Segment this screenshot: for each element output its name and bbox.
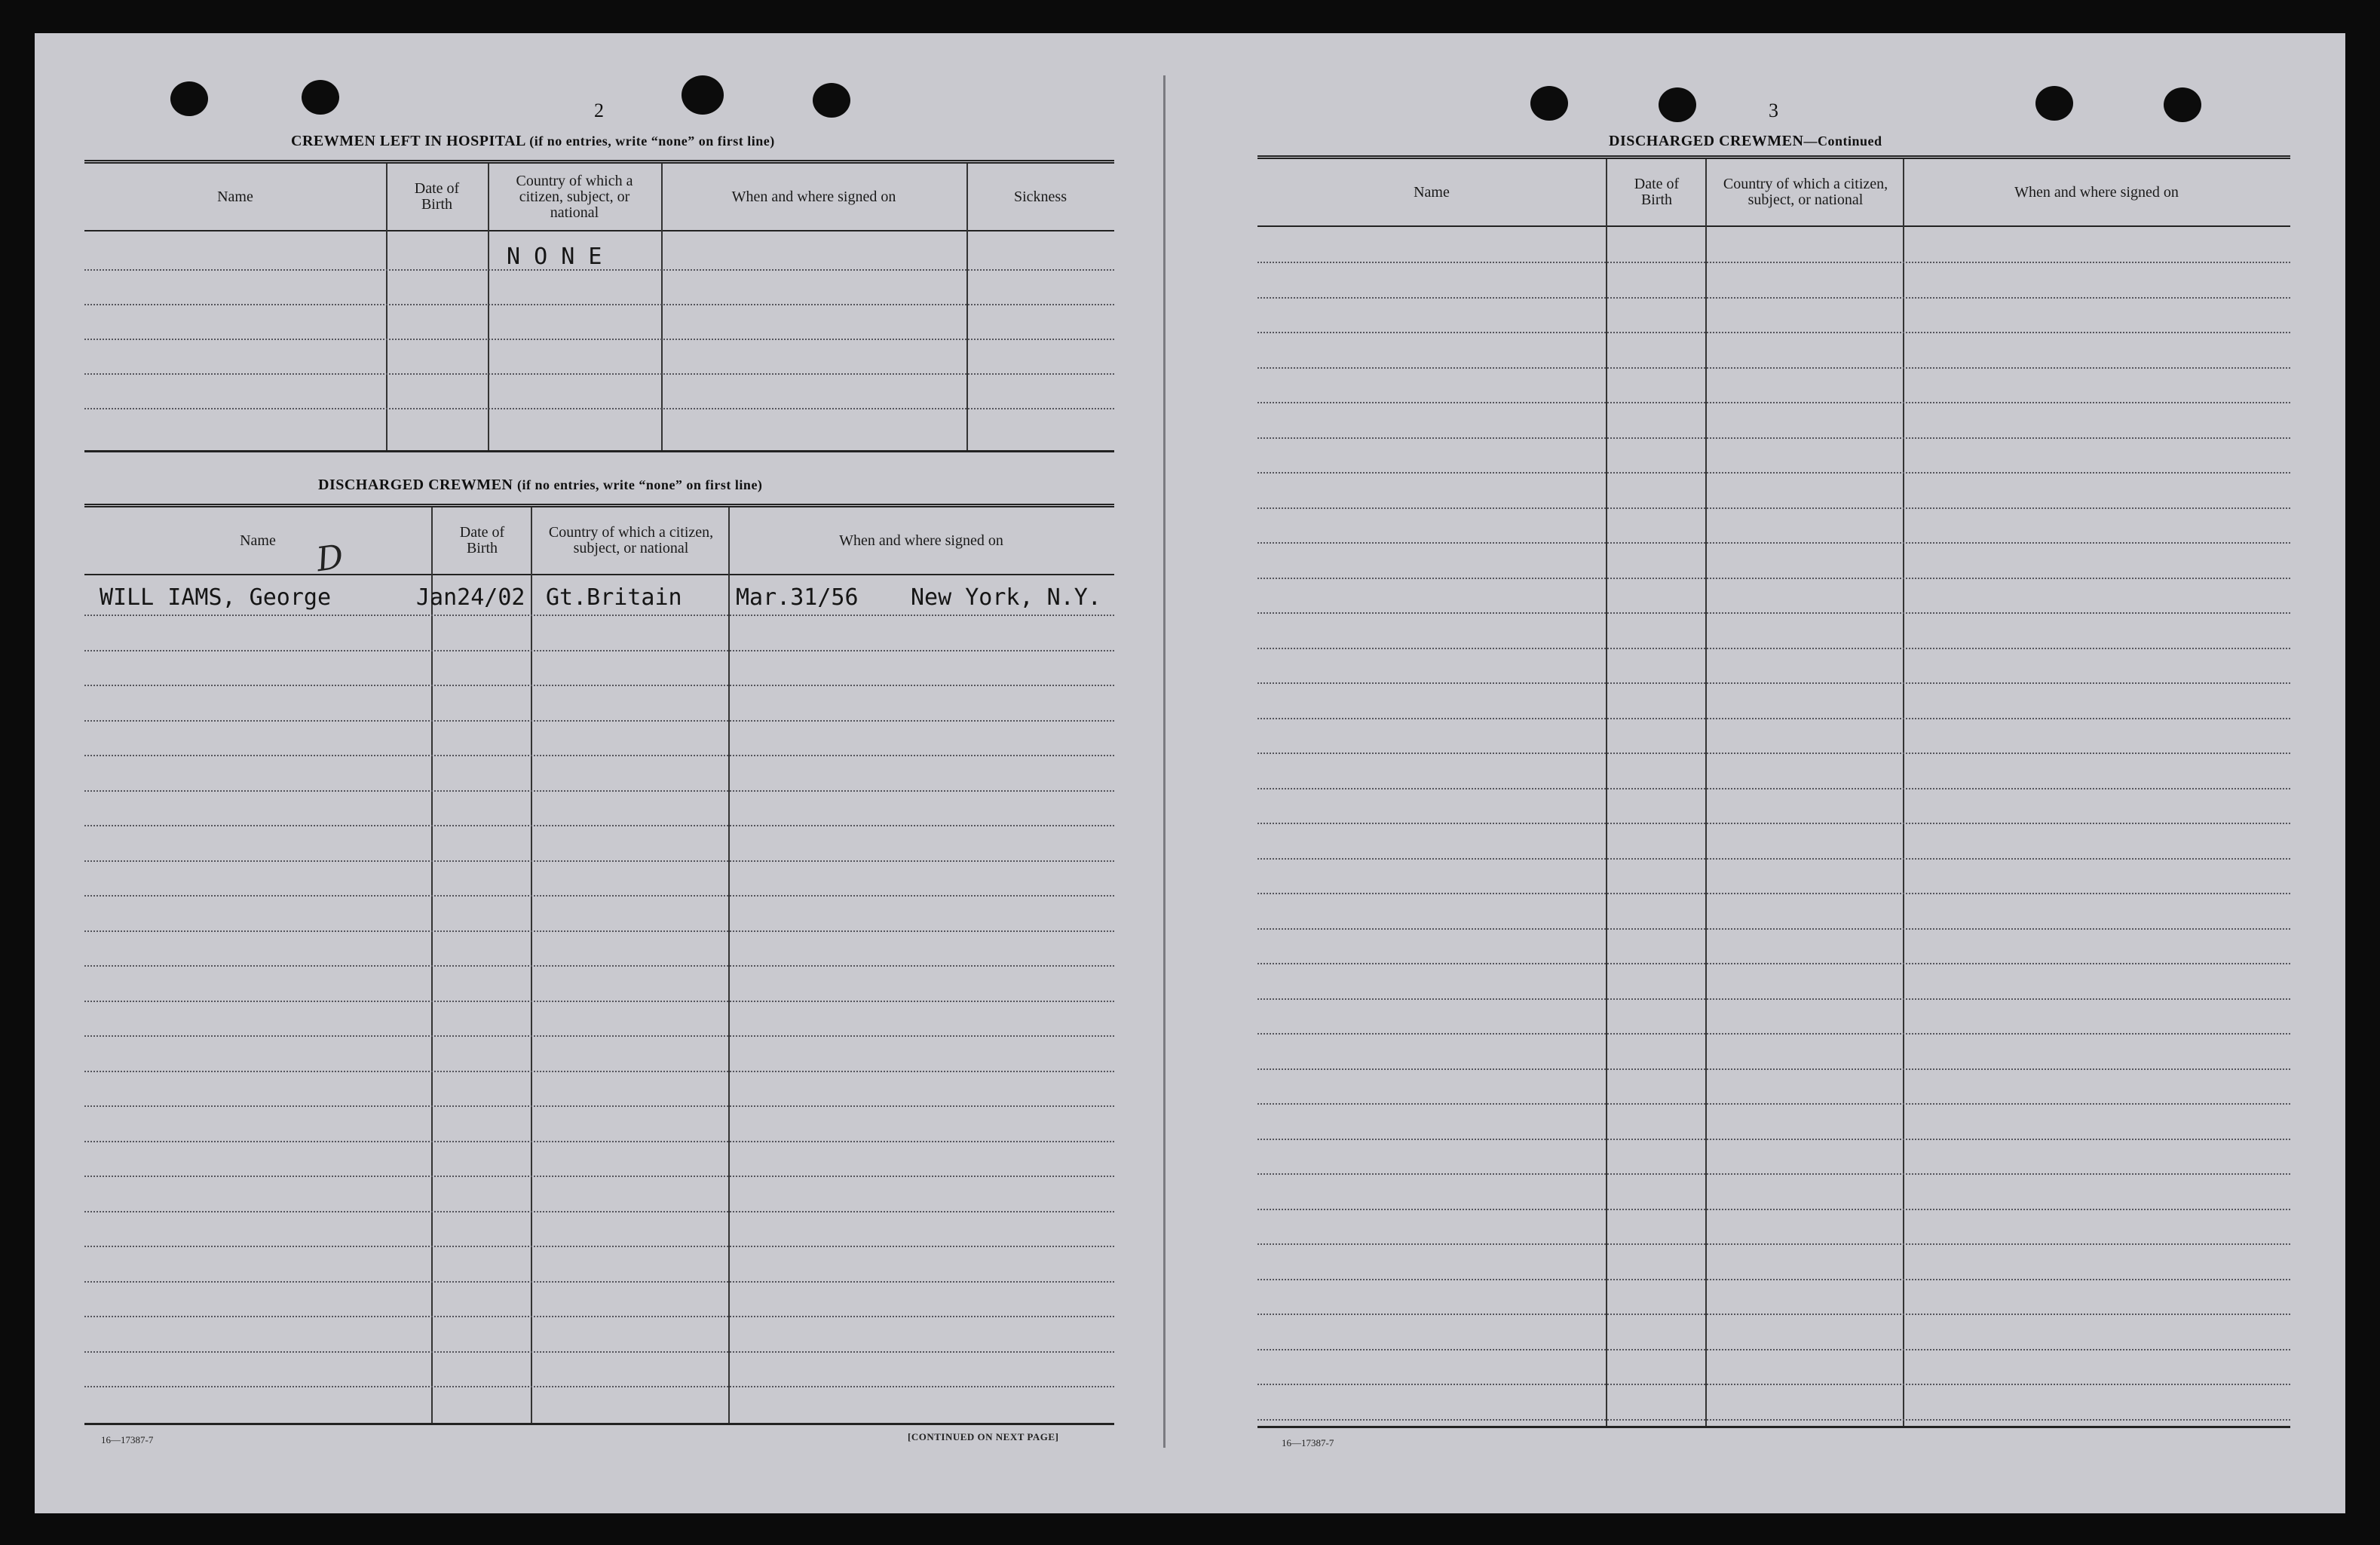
discharged-continued-title-text: DISCHARGED CREWMEN bbox=[1609, 133, 1804, 149]
col-header-name: Name bbox=[1414, 183, 1450, 201]
discharged-table bbox=[84, 504, 1114, 1425]
entry-line bbox=[1257, 472, 2290, 474]
entry-line bbox=[84, 373, 1114, 375]
discharged-continued-table bbox=[1257, 155, 2290, 1428]
entry-line bbox=[1257, 1103, 2290, 1105]
col-header-signed-on: When and where signed on bbox=[839, 532, 1003, 549]
continued-suffix: —Continued bbox=[1803, 133, 1882, 149]
entry-line bbox=[84, 615, 1114, 616]
crew-signed-date-cell: Mar.31/56 bbox=[736, 584, 859, 611]
hospital-title-note: (if no entries, write “none” on first line) bbox=[529, 133, 775, 149]
col-header-date-of-birth: Date of Birth bbox=[414, 180, 460, 213]
punch-hole bbox=[813, 83, 850, 118]
discharged-section-title bbox=[318, 477, 762, 494]
col-header-signed-on: When and where signed on bbox=[731, 188, 896, 205]
entry-line bbox=[1257, 402, 2290, 403]
entry-line bbox=[1257, 367, 2290, 369]
entry-line bbox=[1257, 753, 2290, 754]
entry-line bbox=[84, 1351, 1114, 1353]
entry-line bbox=[1257, 437, 2290, 439]
entry-line bbox=[84, 1386, 1114, 1387]
page-number: 2 bbox=[594, 100, 604, 121]
entry-line bbox=[1257, 1349, 2290, 1350]
entry-line bbox=[84, 790, 1114, 792]
entry-line bbox=[1257, 1419, 2290, 1421]
entry-line bbox=[84, 1105, 1114, 1107]
crew-country-cell: Gt.Britain bbox=[546, 584, 682, 611]
discharged-title-note: (if no entries, write “none” on first line) bbox=[516, 477, 763, 492]
entry-line bbox=[84, 755, 1114, 756]
entry-line bbox=[1257, 297, 2290, 299]
col-header-country: Country of which a citizen, subject, or national bbox=[1723, 176, 1888, 208]
crew-name-cell: WILL IAMS, George bbox=[100, 584, 332, 611]
entry-line bbox=[1257, 1243, 2290, 1245]
entry-line bbox=[1257, 718, 2290, 719]
form-number: 16—17387-7 bbox=[101, 1434, 154, 1445]
entry-line bbox=[84, 1071, 1114, 1072]
punch-hole bbox=[1659, 87, 1696, 122]
entry-line bbox=[1257, 788, 2290, 789]
entry-line bbox=[84, 1211, 1114, 1212]
crew-dob-cell: Jan24/02 bbox=[416, 584, 525, 611]
entry-line bbox=[1257, 262, 2290, 263]
col-header-country: Country of which a citizen, subject, or national bbox=[548, 524, 714, 556]
entry-line bbox=[1257, 1068, 2290, 1070]
entry-line bbox=[1257, 1173, 2290, 1175]
entry-line bbox=[1257, 542, 2290, 544]
hospital-table bbox=[84, 160, 1114, 452]
entry-line bbox=[1257, 578, 2290, 579]
entry-line bbox=[84, 1316, 1114, 1317]
entry-line bbox=[84, 860, 1114, 862]
punch-hole bbox=[2035, 86, 2073, 121]
entry-line bbox=[84, 1281, 1114, 1283]
entry-line bbox=[1257, 1279, 2290, 1280]
entry-line bbox=[84, 1176, 1114, 1177]
col-header-name: Name bbox=[217, 188, 253, 205]
punch-hole bbox=[682, 75, 724, 115]
entry-line bbox=[1257, 1033, 2290, 1035]
punch-hole bbox=[2164, 87, 2201, 122]
page-number: 3 bbox=[1769, 100, 1778, 121]
punch-hole bbox=[1530, 86, 1568, 121]
col-header-name: Name bbox=[240, 532, 276, 549]
handwritten-initials: D bbox=[314, 537, 346, 580]
entry-line bbox=[1257, 858, 2290, 860]
page-fold bbox=[1163, 75, 1165, 1448]
entry-line bbox=[84, 685, 1114, 686]
entry-line bbox=[84, 1246, 1114, 1247]
col-header-country: Country of which a citizen, subject, or national bbox=[516, 172, 633, 221]
entry-line bbox=[1257, 928, 2290, 930]
entry-line bbox=[1257, 963, 2290, 964]
entry-line bbox=[84, 825, 1114, 826]
col-header-sickness: Sickness bbox=[1014, 188, 1067, 205]
entry-line bbox=[1257, 1384, 2290, 1385]
entry-line bbox=[1257, 682, 2290, 684]
entry-line bbox=[1257, 332, 2290, 333]
entry-line bbox=[1257, 648, 2290, 649]
discharged-continued-title bbox=[1609, 133, 1882, 150]
entry-line bbox=[84, 895, 1114, 897]
entry-line bbox=[1257, 893, 2290, 894]
entry-line bbox=[84, 408, 1114, 409]
column-divider bbox=[488, 164, 489, 450]
column-divider bbox=[386, 164, 387, 450]
hospital-title-text: CREWMEN LEFT IN HOSPITAL bbox=[291, 133, 525, 149]
entry-line bbox=[84, 1141, 1114, 1142]
hospital-section-title bbox=[291, 133, 775, 150]
entry-line bbox=[84, 1035, 1114, 1037]
entry-line bbox=[1257, 823, 2290, 824]
entry-line bbox=[84, 720, 1114, 722]
form-number: 16—17387-7 bbox=[1282, 1437, 1334, 1448]
entry-line bbox=[1257, 1139, 2290, 1140]
entry-line bbox=[84, 650, 1114, 651]
entry-line bbox=[84, 965, 1114, 967]
col-header-date-of-birth: Date of Birth bbox=[1634, 176, 1680, 208]
continued-note: [CONTINUED ON NEXT PAGE] bbox=[908, 1431, 1059, 1442]
hospital-none-entry: N O N E bbox=[507, 244, 602, 270]
entry-line bbox=[1257, 1209, 2290, 1210]
discharged-title-text: DISCHARGED CREWMEN bbox=[318, 477, 513, 493]
entry-line bbox=[84, 339, 1114, 340]
col-header-date-of-birth: Date of Birth bbox=[459, 524, 505, 556]
entry-line bbox=[84, 304, 1114, 305]
col-header-signed-on: When and where signed on bbox=[2014, 183, 2179, 201]
crew-signed-place-cell: New York, N.Y. bbox=[911, 584, 1101, 611]
column-divider bbox=[1705, 159, 1707, 1426]
entry-line bbox=[84, 930, 1114, 932]
entry-line bbox=[84, 1001, 1114, 1002]
column-divider bbox=[1606, 159, 1607, 1426]
punch-hole bbox=[170, 81, 208, 116]
punch-hole bbox=[302, 80, 339, 115]
column-divider bbox=[1903, 159, 1904, 1426]
entry-line bbox=[1257, 612, 2290, 614]
entry-line bbox=[1257, 507, 2290, 509]
entry-line bbox=[1257, 1314, 2290, 1315]
entry-line bbox=[1257, 998, 2290, 1000]
